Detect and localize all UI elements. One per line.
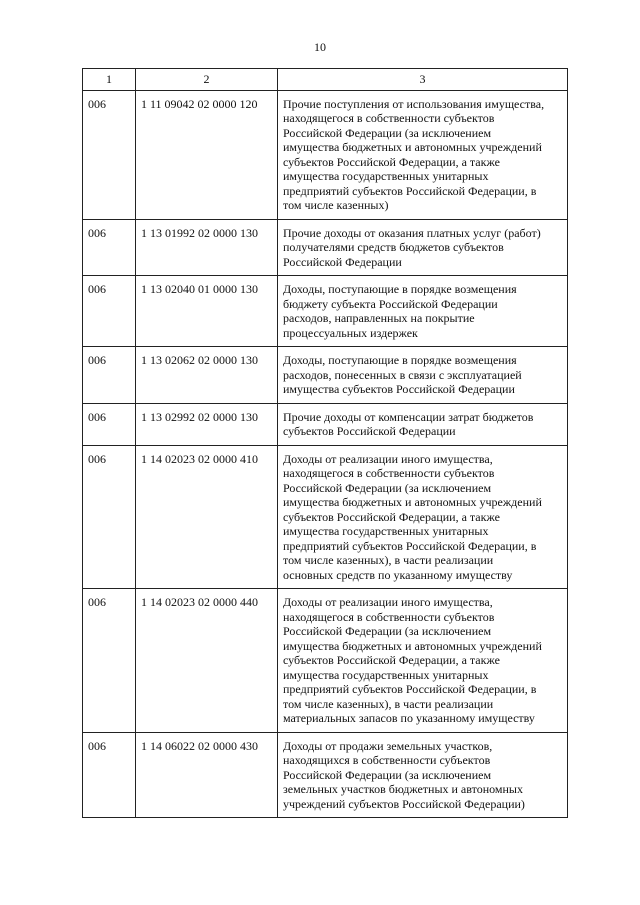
description-line: получателями средств бюджетов субъектов — [283, 240, 504, 254]
revenue-description-cell — [278, 276, 568, 347]
revenue-description-cell — [278, 403, 568, 445]
description-line: предприятий субъектов Российской Федерации, в — [283, 682, 537, 696]
revenue-description-cell — [278, 347, 568, 404]
description-line: Доходы, поступающие в порядке возмещения — [283, 282, 517, 296]
description-line: находящегося в собственности субъектов — [283, 111, 495, 125]
admin-code-cell: 006 — [83, 347, 136, 404]
admin-code-cell: 006 — [83, 403, 136, 445]
description-line: имущества бюджетных и автономных учреждений — [283, 140, 542, 154]
table-row — [83, 403, 568, 445]
description-line: том числе казенных), в части реализации — [283, 553, 494, 567]
description-line: бюджету субъекта Российской Федерации — [283, 296, 498, 311]
revenue-description-cell — [278, 589, 568, 733]
description-line: Доходы, поступающие в порядке возмещения — [283, 353, 517, 367]
table-row — [83, 219, 568, 276]
description-line: Российской Федерации (за исключением — [283, 767, 492, 782]
admin-code-cell: 006 — [83, 219, 136, 276]
description-line: субъектов Российской Федерации — [283, 424, 456, 438]
revenue-description-cell — [278, 90, 568, 219]
budget-classification-code-cell: 1 11 09042 02 0000 120 — [136, 90, 278, 219]
description-line: процессуальных издержек — [283, 325, 418, 340]
column-header-2: 2 — [136, 69, 278, 91]
budget-classification-code-cell: 1 14 02023 02 0000 440 — [136, 589, 278, 733]
page-number: 10 — [314, 40, 326, 54]
column-header-1: 1 — [83, 69, 136, 91]
revenue-description-cell — [278, 445, 568, 589]
description-line: том числе казенных) — [283, 198, 389, 212]
description-line: Прочие доходы от компенсации затрат бюджетов — [283, 409, 534, 424]
description-line: предприятий субъектов Российской Федерации, в — [283, 183, 537, 198]
budget-classification-code-cell: 1 13 01992 02 0000 130 — [136, 219, 278, 276]
table-body — [83, 90, 568, 818]
description-line: Российской Федерации (за исключением — [283, 624, 492, 638]
description-line: имущества государственных унитарных — [283, 169, 489, 183]
description-line: субъектов Российской Федерации, а также — [283, 653, 500, 667]
description-line: основных средств по указанному имуществу — [283, 567, 513, 582]
revenue-codes-table — [82, 68, 568, 818]
description-line: находящихся в собственности субъектов — [283, 753, 491, 767]
description-line: находящегося в собственности субъектов — [283, 466, 495, 480]
table-row — [83, 90, 568, 219]
description-line: Российской Федерации — [283, 254, 402, 269]
table-row — [83, 445, 568, 589]
table-row — [83, 732, 568, 818]
description-line: Российской Федерации (за исключением — [283, 480, 492, 495]
description-line: имущества бюджетных и автономных учреждений — [283, 495, 542, 509]
description-line: имущества государственных унитарных — [283, 667, 489, 682]
budget-classification-code-cell: 1 13 02992 02 0000 130 — [136, 403, 278, 445]
admin-code-cell: 006 — [83, 589, 136, 733]
description-line: материальных запасов по указанному имуществу — [283, 711, 535, 725]
description-line: Доходы от реализации иного имущества, — [283, 595, 493, 609]
admin-code-cell: 006 — [83, 276, 136, 347]
description-line: Российской Федерации (за исключением — [283, 125, 492, 140]
admin-code-cell: 006 — [83, 445, 136, 589]
description-line: Доходы от продажи земельных участков, — [283, 738, 493, 753]
budget-classification-code-cell: 1 14 06022 02 0000 430 — [136, 732, 278, 818]
description-line: находящегося в собственности субъектов — [283, 609, 495, 624]
table-row — [83, 589, 568, 733]
table-header-row — [83, 69, 568, 91]
budget-classification-code-cell: 1 14 02023 02 0000 410 — [136, 445, 278, 589]
description-line: том числе казенных), в части реализации — [283, 696, 494, 711]
description-line: имущества бюджетных и автономных учреждений — [283, 638, 542, 653]
budget-classification-code-cell: 1 13 02040 01 0000 130 — [136, 276, 278, 347]
description-line: имущества субъектов Российской Федерации — [283, 382, 515, 396]
description-line: учреждений субъектов Российской Федерации) — [283, 796, 525, 811]
description-line: субъектов Российской Федерации, а также — [283, 154, 500, 169]
budget-classification-code-cell: 1 13 02062 02 0000 130 — [136, 347, 278, 404]
description-line: расходов, направленных на покрытие — [283, 311, 475, 325]
description-line: земельных участков бюджетных и автономных — [283, 782, 523, 796]
admin-code-cell: 006 — [83, 732, 136, 818]
table-row — [83, 276, 568, 347]
revenue-description-cell — [278, 219, 568, 276]
description-line: предприятий субъектов Российской Федерации, в — [283, 538, 537, 553]
description-line: имущества государственных унитарных — [283, 524, 489, 538]
description-line: субъектов Российской Федерации, а также — [283, 509, 500, 524]
revenue-description-cell — [278, 732, 568, 818]
table-row — [83, 347, 568, 404]
description-line: Прочие доходы от оказания платных услуг (работ) — [283, 225, 541, 240]
description-line: Доходы от реализации иного имущества, — [283, 451, 493, 466]
description-line: Прочие поступления от использования имущества, — [283, 96, 545, 111]
description-line: расходов, понесенных в связи с эксплуатацией — [283, 367, 522, 382]
admin-code-cell: 006 — [83, 90, 136, 219]
column-header-3: 3 — [278, 69, 568, 91]
